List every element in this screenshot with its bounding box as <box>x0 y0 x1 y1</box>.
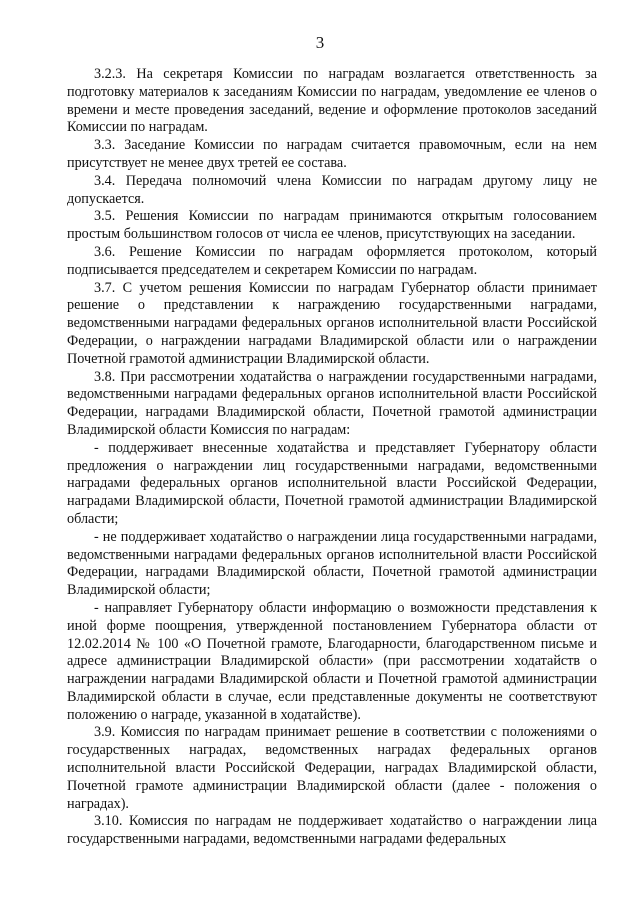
page-number: 3 <box>315 33 325 52</box>
list-item-does-not-support: - не поддерживает ходатайство о награждении лица государственными наградами, ведомственными наградами федеральных органов исполнительной власти Российской Федерации, наградами Владимирской области, Почетной грамотой администрации Владимирской области; <box>67 528 597 599</box>
paragraph-3-7: 3.7. С учетом решения Комиссии по наградам Губернатор области принимает решение о представлении к награждению государственными наградами, ведомственными наградами федеральных органов исполнительной власти Российской Федерации, о награждении наградами Владимирской области или о награждении Почетной грамотой администрации Владимирской области. <box>67 279 597 367</box>
paragraph-3-10: 3.10. Комиссия по наградам не поддерживает ходатайство о награждении лица государственными наградами, ведомственными наградами федеральных <box>67 813 597 848</box>
paragraph-3-2-3: 3.2.3. На секретаря Комиссии по наградам возлагается ответственность за подготовку материалов к заседаниям Комиссии по наградам, уведомление ее членов о времени и месте проведения заседаний, ведение и оформление протоколов заседаний Комиссии по наградам. <box>67 66 597 136</box>
paragraph-3-5: 3.5. Решения Комиссии по наградам принимаются открытым голосованием простым большинством голосов от числа ее членов, присутствующих на заседании. <box>67 208 597 243</box>
paragraph-3-9: 3.9. Комиссия по наградам принимает решение в соответствии с положениями о государственных наградах, ведомственных наградах федеральных органов исполнительной власти Российской Федерации, наградах Владимирской области, Почетной грамоте администрации Владимирской области (далее - положения о наградах). <box>67 724 597 812</box>
paragraph-3-3: 3.3. Заседание Комиссии по наградам считается правомочным, если на нем присутствует не менее двух третей ее состава. <box>67 137 597 171</box>
paragraph-3-8: 3.8. При рассмотрении ходатайства о награждении государственными наградами, ведомственными наградами федеральных органов исполнительной власти Российской Федерации, наградами Владимирской области, Почетной грамотой администрации Владимирской области Комиссия по наградам: <box>67 368 597 438</box>
paragraph-3-4: 3.4. Передача полномочий члена Комиссии по наградам другому лицу не допускается. <box>67 172 597 207</box>
document-body <box>67 66 597 849</box>
list-item-supports: - поддерживает внесенные ходатайства и представляет Губернатору области предложения о награждении лиц государственными наградами, ведомственными наградами федеральных органов исполнительной власти Российской Федерации, наградами Владимирской области, Почетной грамотой администрации Владимирской области; <box>67 439 597 527</box>
list-item-sends-information: - направляет Губернатору области информацию о возможности представления к иной форме поощрения, утвержденной постановлением Губернатора области от 12.02.2014 № 100 «О Почетной грамоте, Благодарности, благодарственном письме и адресе администрации Владимирской области» (при рассмотрении ходатайств о награждении наградами Владимирской области и Почетной грамотой администрации Владимирской области в случае, если представленные документы не соответствуют положению о награде, указанной в ходатайстве). <box>67 599 597 723</box>
paragraph-3-6: 3.6. Решение Комиссии по наградам оформляется протоколом, который подписывается председателем и секретарем Комиссии по наградам. <box>67 243 597 278</box>
